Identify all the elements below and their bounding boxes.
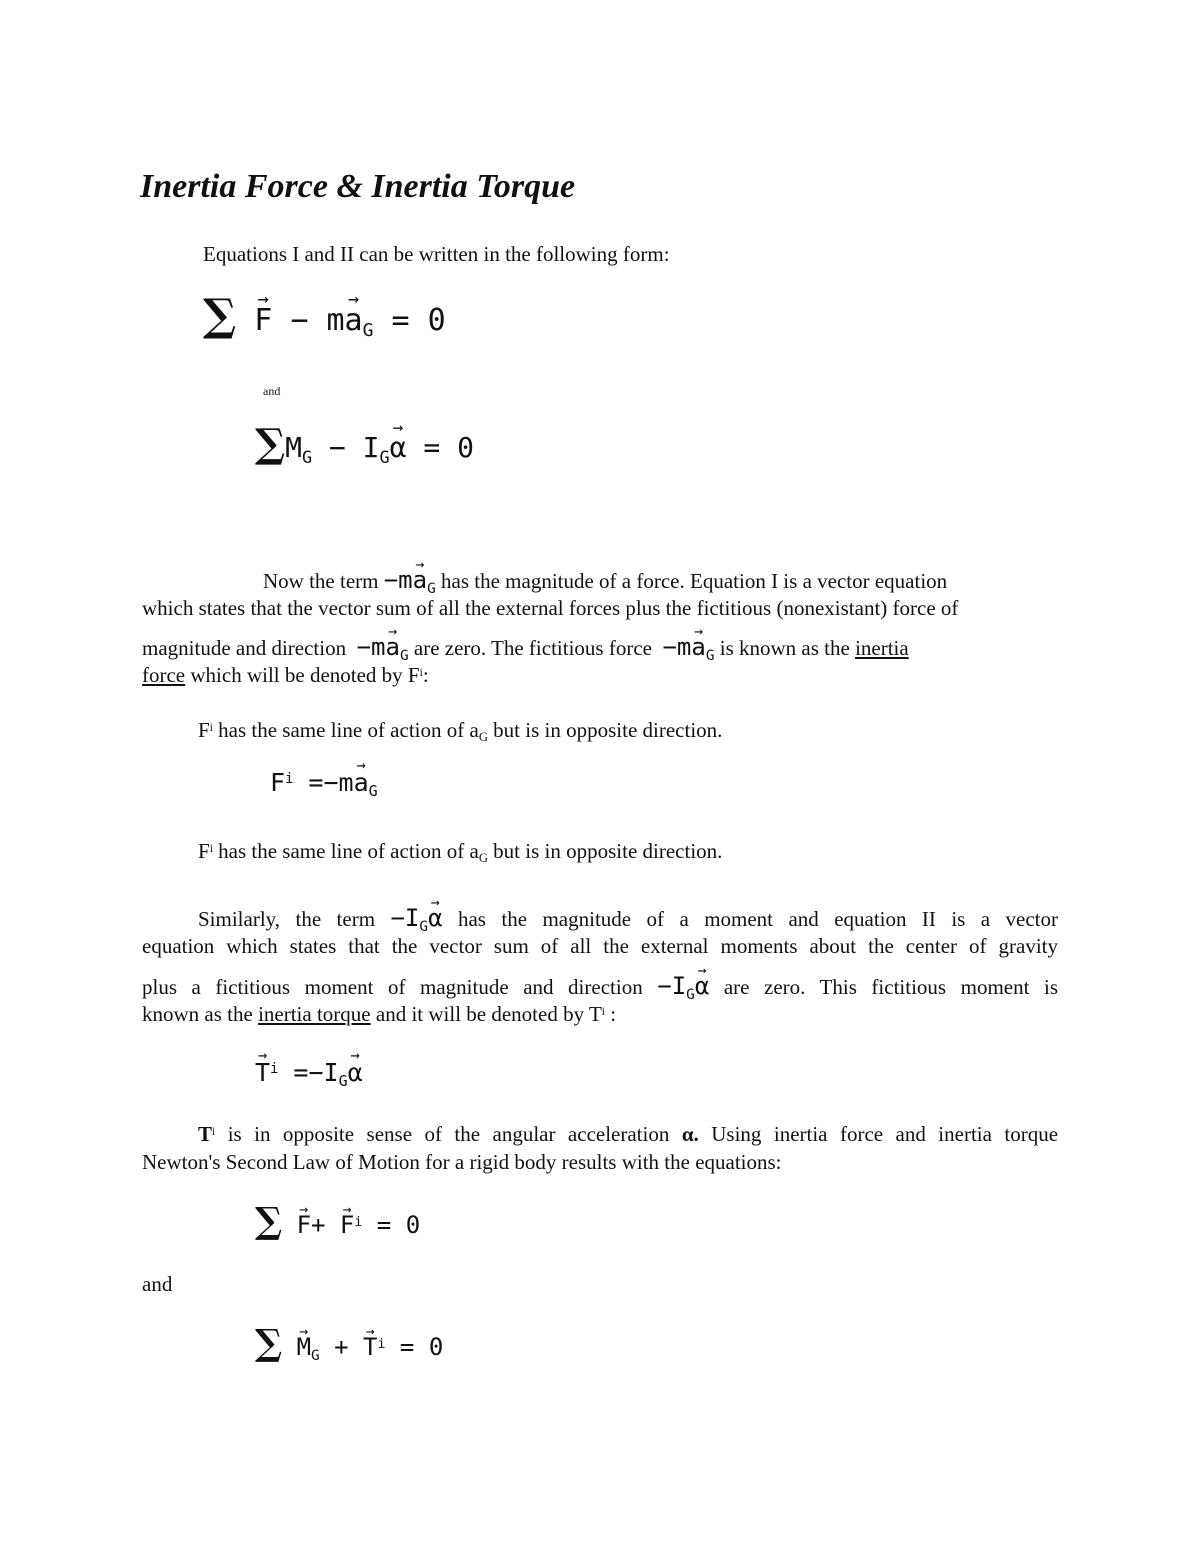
text: but is in opposite direction. bbox=[493, 839, 723, 863]
moment-symbol: M bbox=[285, 431, 302, 464]
text: are zero. The fictitious force bbox=[413, 636, 652, 660]
angular-acceleration-vector: → α bbox=[348, 1058, 363, 1087]
text: has the same line of action of a bbox=[218, 718, 479, 742]
zero: 0 bbox=[457, 431, 474, 464]
text: Now the term bbox=[263, 569, 379, 593]
text: is in opposite sense of the angular acceleration bbox=[227, 1122, 670, 1146]
intro-text: Equations I and II can be written in the following form: bbox=[203, 242, 670, 266]
inertia-force-term: inertia bbox=[855, 636, 909, 660]
text: and it will be denoted by T bbox=[375, 1002, 602, 1026]
inline-equation-ma: $-m\to a_G$ bbox=[357, 633, 409, 661]
text: has the magnitude of a moment and equation II is a vector bbox=[457, 907, 1058, 931]
superscript-i: i bbox=[377, 1336, 386, 1352]
superscript-i: i bbox=[285, 771, 294, 788]
text: has the same line of action of a bbox=[218, 839, 479, 863]
subscript-g: G bbox=[301, 446, 313, 467]
sum-symbol: ∑ bbox=[203, 290, 237, 341]
text: magnitude and direction bbox=[142, 636, 347, 660]
paragraph-equations-line2: Newton's Second Law of Motion for a rigid body results with the equations: bbox=[142, 1150, 782, 1174]
text: F bbox=[198, 718, 210, 742]
moment-vector: → M bbox=[297, 1333, 311, 1361]
sum-symbol: ∑ bbox=[255, 420, 286, 467]
text: but is in opposite direction. bbox=[493, 718, 723, 742]
equation-force-with-inertia bbox=[255, 1200, 420, 1242]
mass-symbol: m bbox=[326, 303, 345, 338]
equals-sign: = bbox=[399, 1333, 415, 1361]
paragraph-inertia-torque-line2: equation which states that the vector sum of all the external moments about the center of gravity bbox=[142, 934, 1058, 958]
acceleration-vector: → a bbox=[354, 768, 369, 797]
text: F bbox=[198, 839, 210, 863]
inline-equation-ma: $-m\to a_G$ bbox=[662, 633, 714, 661]
plus-sign: + bbox=[311, 1211, 326, 1239]
inertia-symbol: I bbox=[362, 431, 380, 464]
inline-equation-ialpha: $-I_G\to \alpha$ bbox=[390, 904, 442, 932]
equals-sign: = bbox=[423, 431, 441, 464]
text: Similarly, the term bbox=[198, 907, 376, 931]
subscript-g: G bbox=[362, 320, 374, 342]
page-title: Inertia Force & Inertia Torque bbox=[140, 168, 576, 205]
text: has the magnitude of a force. Equation I is a vector equation bbox=[441, 569, 948, 593]
mass-symbol: m bbox=[338, 768, 354, 797]
minus-sign: − bbox=[328, 431, 346, 464]
minus-sign: − bbox=[290, 303, 309, 338]
torque-vector: → T bbox=[363, 1333, 377, 1361]
subscript-g: G bbox=[338, 1072, 348, 1091]
subscript-g: G bbox=[311, 1348, 320, 1365]
equation-moment-with-inertia bbox=[255, 1322, 443, 1364]
inertia-torque-term: inertia torque bbox=[258, 1002, 371, 1026]
subscript-g: G bbox=[368, 782, 378, 801]
alpha-symbol: α. bbox=[681, 1122, 699, 1146]
superscript-i: i bbox=[270, 1061, 279, 1078]
superscript-i: i bbox=[209, 721, 213, 734]
superscript-i: i bbox=[354, 1214, 363, 1230]
superscript-i: i bbox=[209, 842, 213, 855]
equals-sign: = bbox=[376, 1211, 392, 1239]
equation-force-balance bbox=[203, 290, 446, 341]
equation-moment-balance bbox=[255, 420, 474, 467]
force-vector: → F bbox=[254, 303, 272, 338]
text: are zero. This fictitious moment is bbox=[723, 975, 1058, 999]
acceleration-vector: → a bbox=[345, 303, 363, 338]
text: which will be denoted by F bbox=[190, 663, 420, 687]
inertia-symbol: I bbox=[323, 1058, 339, 1087]
force-symbol: F bbox=[270, 768, 286, 797]
torque-vector: → T bbox=[255, 1058, 270, 1087]
force-vector: → F bbox=[340, 1211, 354, 1239]
line-fi-direction-b bbox=[198, 837, 722, 869]
text: Using inertia force and inertia torque bbox=[711, 1122, 1059, 1146]
zero: 0 bbox=[427, 303, 446, 338]
equals-sign: = bbox=[293, 1058, 309, 1087]
superscript-i: i bbox=[419, 666, 423, 679]
subscript-g: G bbox=[379, 446, 390, 467]
torque-symbol: T bbox=[198, 1122, 213, 1146]
subscript-g: G bbox=[478, 851, 488, 866]
text: plus a fictitious moment of magnitude and direction bbox=[142, 975, 643, 999]
angular-acceleration-vector: → α bbox=[390, 431, 407, 464]
sum-symbol: ∑ bbox=[255, 1200, 283, 1242]
minus-sign: − bbox=[323, 768, 339, 797]
superscript-i: i bbox=[212, 1125, 216, 1138]
paragraph-inertia-torque-line4 bbox=[142, 1000, 616, 1032]
paragraph-inertia-force-line4 bbox=[142, 661, 429, 693]
and-connector-small: and bbox=[263, 384, 281, 398]
text: known as the bbox=[142, 1002, 253, 1026]
text: is known as the bbox=[719, 636, 850, 660]
minus-sign: − bbox=[308, 1058, 324, 1087]
force-vector: → F bbox=[297, 1211, 311, 1239]
equation-inertia-force bbox=[270, 768, 378, 801]
equals-sign: = bbox=[391, 303, 410, 338]
text: : bbox=[422, 663, 429, 687]
and-connector: and bbox=[142, 1272, 173, 1296]
zero: 0 bbox=[428, 1333, 444, 1361]
subscript-g: G bbox=[478, 730, 488, 745]
inertia-force-term: force bbox=[142, 663, 186, 687]
zero: 0 bbox=[405, 1211, 421, 1239]
inline-equation-ialpha: $-I_G\to \alpha$ bbox=[657, 972, 709, 1000]
equation-inertia-torque bbox=[255, 1058, 363, 1091]
line-fi-direction-a bbox=[198, 716, 722, 748]
superscript-i: i bbox=[601, 1005, 605, 1018]
paragraph-inertia-force-line2: which states that the vector sum of all the external forces plus the fictitious (nonexistant) force of bbox=[142, 596, 959, 620]
plus-sign: + bbox=[334, 1333, 349, 1361]
text: : bbox=[610, 1002, 617, 1026]
equals-sign: = bbox=[308, 768, 324, 797]
inline-equation-ma: $-m\to a_G$ bbox=[384, 566, 436, 594]
sum-symbol: ∑ bbox=[255, 1322, 283, 1364]
